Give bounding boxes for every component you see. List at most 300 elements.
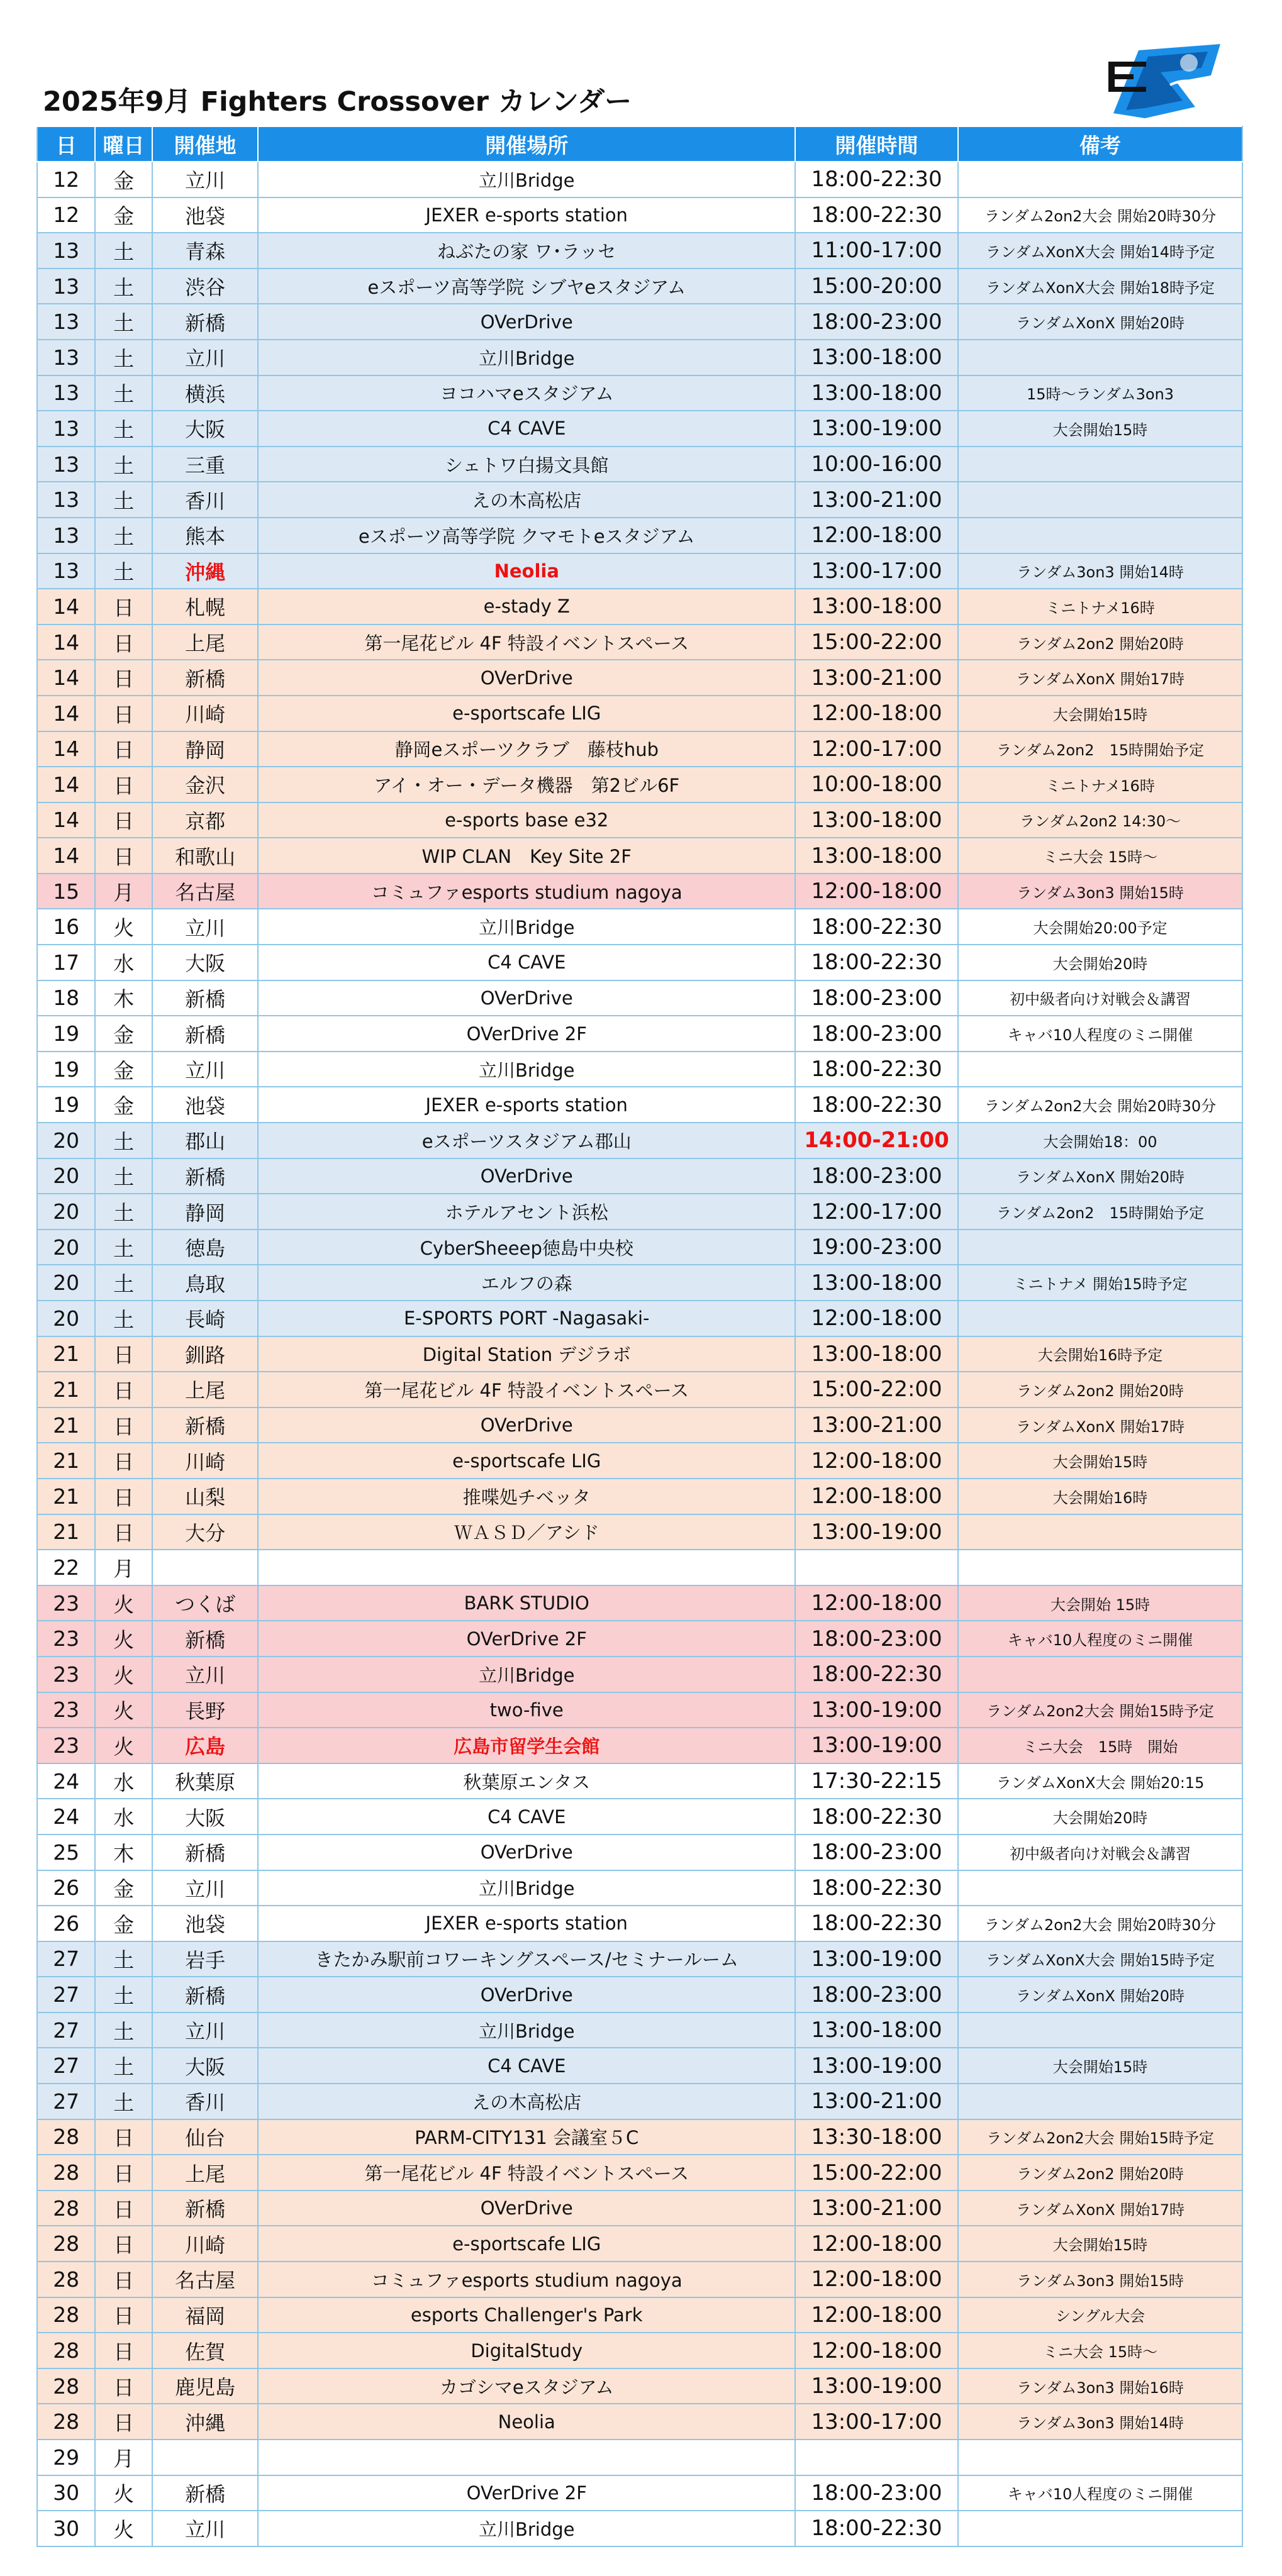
cell-day: 28: [37, 2155, 95, 2190]
cell-time: 13:00-19:00: [795, 2048, 958, 2084]
table-row: [37, 162, 1242, 197]
table-row: [37, 233, 1242, 269]
cell-weekday: 月: [95, 1550, 152, 1585]
cell-note: シングル大会: [958, 2297, 1242, 2333]
cell-venue: 第一尾花ビル 4F 特設イベントスペース: [258, 2155, 795, 2190]
cell-venue: ねぶたの家 ワ･ラッセ: [258, 233, 795, 269]
cell-weekday: 火: [95, 1657, 152, 1692]
cell-venue: OVerDrive: [258, 660, 795, 696]
cell-weekday: 火: [95, 909, 152, 945]
table-row: [37, 2404, 1242, 2440]
cell-city: 川崎: [152, 2226, 259, 2262]
table-row: [37, 304, 1242, 340]
cell-venue: JEXER e-sports station: [258, 1087, 795, 1123]
cell-time: 10:00-18:00: [795, 767, 958, 802]
cell-city: 岩手: [152, 1941, 259, 1977]
cell-city: 池袋: [152, 1087, 259, 1123]
cell-note: ミニトナメ16時: [958, 767, 1242, 802]
cell-venue: E-SPORTS PORT -Nagasaki-: [258, 1301, 795, 1336]
cell-day: 30: [37, 2475, 95, 2511]
cell-city: 郡山: [152, 1123, 259, 1158]
cell-time: 13:00-18:00: [795, 2012, 958, 2048]
cell-weekday: 水: [95, 1763, 152, 1799]
cell-city: 釧路: [152, 1336, 259, 1372]
cell-city: 新橋: [152, 660, 259, 696]
cell-time: 13:00-18:00: [795, 375, 958, 411]
cell-venue: e-sportscafe LIG: [258, 2226, 795, 2262]
header-city: 開催地: [152, 126, 259, 162]
cell-time: 13:30-18:00: [795, 2119, 958, 2155]
table-row: [37, 1194, 1242, 1230]
cell-note: [958, 162, 1242, 197]
cell-venue: ホテルアセント浜松: [258, 1194, 795, 1230]
table-row: [37, 518, 1242, 553]
cell-city: 新橋: [152, 2475, 259, 2511]
cell-time: 17:30-22:15: [795, 1763, 958, 1799]
cell-weekday: 日: [95, 2190, 152, 2226]
cell-note: ランダムXonX 開始20時: [958, 304, 1242, 340]
table-row: [37, 1799, 1242, 1835]
cell-weekday: 日: [95, 767, 152, 802]
table-row: [37, 767, 1242, 802]
cell-weekday: 日: [95, 2262, 152, 2297]
cell-city: 長野: [152, 1692, 259, 1728]
cell-city: 上尾: [152, 625, 259, 660]
cell-time: 12:00-18:00: [795, 2262, 958, 2297]
cell-weekday: 金: [95, 162, 152, 197]
cell-day: 14: [37, 767, 95, 802]
table-row: [37, 1977, 1242, 2012]
cell-weekday: 土: [95, 1230, 152, 1265]
table-row: [37, 2190, 1242, 2226]
cell-weekday: 日: [95, 660, 152, 696]
cell-note: ランダム3on3 開始16時: [958, 2368, 1242, 2404]
cell-venue: OVerDrive: [258, 304, 795, 340]
cell-venue: JEXER e-sports station: [258, 1906, 795, 1941]
cell-note: [958, 1657, 1242, 1692]
cell-city: 香川: [152, 482, 259, 518]
cell-day: 28: [37, 2368, 95, 2404]
cell-city: 上尾: [152, 2155, 259, 2190]
cell-time: 12:00-18:00: [795, 1585, 958, 1621]
cell-city: 静岡: [152, 1194, 259, 1230]
cell-venue: 立川Bridge: [258, 909, 795, 945]
cell-city: 和歌山: [152, 838, 259, 874]
cell-note: 大会開始15時: [958, 2048, 1242, 2084]
cell-note: ランダム2on2大会 開始15時予定: [958, 1692, 1242, 1728]
cell-weekday: 土: [95, 375, 152, 411]
table-row: [37, 2119, 1242, 2155]
cell-day: 20: [37, 1301, 95, 1336]
cell-weekday: 土: [95, 482, 152, 518]
cell-time: 18:00-22:30: [795, 1870, 958, 1906]
table-row: [37, 731, 1242, 767]
cell-time: 13:00-17:00: [795, 553, 958, 589]
cell-city: 渋谷: [152, 269, 259, 304]
cell-day: 26: [37, 1870, 95, 1906]
cell-venue: OVerDrive: [258, 1977, 795, 2012]
cell-note: ミニトナメ 開始15時予定: [958, 1265, 1242, 1301]
cell-weekday: 日: [95, 2155, 152, 2190]
cell-city: 徳島: [152, 1230, 259, 1265]
cell-venue: 第一尾花ビル 4F 特設イベントスペース: [258, 625, 795, 660]
cell-note: [958, 447, 1242, 482]
page-title: 2025年9月 Fighters Crossover カレンダー: [43, 86, 632, 118]
cell-venue: 立川Bridge: [258, 2012, 795, 2048]
cell-weekday: 土: [95, 1941, 152, 1977]
cell-venue: OVerDrive 2F: [258, 1016, 795, 1052]
cell-weekday: 土: [95, 2048, 152, 2084]
cell-day: 29: [37, 2440, 95, 2475]
table-row: [37, 1835, 1242, 1870]
cell-day: 19: [37, 1052, 95, 1087]
cell-venue: 立川Bridge: [258, 1657, 795, 1692]
cell-note: 大会開始15時: [958, 411, 1242, 447]
cell-time: 13:00-21:00: [795, 2190, 958, 2226]
cell-venue: JEXER e-sports station: [258, 197, 795, 233]
cell-note: ランダム3on3 開始15時: [958, 874, 1242, 909]
cell-day: 28: [37, 2262, 95, 2297]
cell-weekday: 木: [95, 1835, 152, 1870]
cell-weekday: 金: [95, 1087, 152, 1123]
table-row: [37, 1763, 1242, 1799]
cell-city: 長崎: [152, 1301, 259, 1336]
cell-venue: e-sportscafe LIG: [258, 696, 795, 731]
cell-city: 青森: [152, 233, 259, 269]
cell-venue: OVerDrive: [258, 980, 795, 1016]
cell-city: 立川: [152, 1870, 259, 1906]
cell-note: ランダム2on2 開始20時: [958, 1372, 1242, 1407]
cell-day: 20: [37, 1158, 95, 1194]
cell-note: キャバ10人程度のミニ開催: [958, 1621, 1242, 1657]
cell-time: 12:00-18:00: [795, 2333, 958, 2368]
cell-weekday: 土: [95, 340, 152, 375]
cell-weekday: 土: [95, 1977, 152, 2012]
cell-day: 13: [37, 233, 95, 269]
cell-city: 立川: [152, 340, 259, 375]
table-row: [37, 1550, 1242, 1585]
cell-weekday: 土: [95, 411, 152, 447]
cell-time: 13:00-18:00: [795, 340, 958, 375]
cell-note: 初中級者向け対戦会＆講習: [958, 1835, 1242, 1870]
cell-weekday: 日: [95, 731, 152, 767]
cell-time: 13:00-18:00: [795, 1336, 958, 1372]
table-row: [37, 2297, 1242, 2333]
cell-note: [958, 1514, 1242, 1550]
cell-note: 大会開始15時: [958, 2226, 1242, 2262]
cell-note: ランダムXonX 開始17時: [958, 2190, 1242, 2226]
cell-note: キャバ10人程度のミニ開催: [958, 2475, 1242, 2511]
table-row: [37, 1230, 1242, 1265]
cell-note: 大会開始20時: [958, 945, 1242, 980]
table-row: [37, 802, 1242, 838]
cell-note: ランダムXonX大会 開始14時予定: [958, 233, 1242, 269]
cell-day: 27: [37, 2048, 95, 2084]
cell-weekday: 土: [95, 269, 152, 304]
cell-city: 新橋: [152, 1407, 259, 1443]
cell-city: 川崎: [152, 1443, 259, 1479]
cell-time: 18:00-22:30: [795, 162, 958, 197]
cell-time: 13:00-18:00: [795, 1265, 958, 1301]
cell-city: 大阪: [152, 945, 259, 980]
cell-note: ランダム2on2 開始20時: [958, 2155, 1242, 2190]
cell-day: 16: [37, 909, 95, 945]
cell-note: ランダム2on2大会 開始20時30分: [958, 197, 1242, 233]
cell-time: 12:00-18:00: [795, 1443, 958, 1479]
cell-venue: OVerDrive: [258, 1835, 795, 1870]
cell-note: ランダムXonX大会 開始18時予定: [958, 269, 1242, 304]
cell-time: 13:00-19:00: [795, 411, 958, 447]
cell-venue: えの木高松店: [258, 2084, 795, 2119]
cell-note: ランダムXonX 開始20時: [958, 1977, 1242, 2012]
table-row: [37, 1514, 1242, 1550]
cell-time: 12:00-17:00: [795, 731, 958, 767]
table-row: [37, 2226, 1242, 2262]
cell-weekday: 土: [95, 233, 152, 269]
cell-venue: Digital Station デジラボ: [258, 1336, 795, 1372]
cell-day: 14: [37, 660, 95, 696]
cell-venue: [258, 2440, 795, 2475]
cell-note: 大会開始16時: [958, 1479, 1242, 1514]
cell-venue: PARM-CITY131 会議室５C: [258, 2119, 795, 2155]
cell-weekday: 火: [95, 2475, 152, 2511]
cell-day: 25: [37, 1835, 95, 1870]
cell-time: 13:00-21:00: [795, 1407, 958, 1443]
cell-time: 13:00-21:00: [795, 2084, 958, 2119]
cell-venue: 静岡eスポーツクラブ 藤枝hub: [258, 731, 795, 767]
cell-city: 大分: [152, 1514, 259, 1550]
cell-note: [958, 1870, 1242, 1906]
cell-weekday: 水: [95, 1799, 152, 1835]
cell-time: 13:00-19:00: [795, 1941, 958, 1977]
table-row: [37, 1052, 1242, 1087]
cell-day: 14: [37, 731, 95, 767]
table-row: [37, 2084, 1242, 2119]
cell-city: 香川: [152, 2084, 259, 2119]
cell-day: 20: [37, 1265, 95, 1301]
logo-graphic: [1101, 38, 1227, 123]
cell-day: 13: [37, 304, 95, 340]
cell-weekday: 日: [95, 2368, 152, 2404]
cell-weekday: 日: [95, 2119, 152, 2155]
cell-venue: 立川Bridge: [258, 162, 795, 197]
cell-note: ランダム2on2 14:30～: [958, 802, 1242, 838]
table-row: [37, 1158, 1242, 1194]
cell-time: 13:00-18:00: [795, 838, 958, 874]
cell-weekday: 日: [95, 625, 152, 660]
cell-time: 18:00-23:00: [795, 1621, 958, 1657]
table-row: [37, 1479, 1242, 1514]
cell-venue: 第一尾花ビル 4F 特設イベントスペース: [258, 1372, 795, 1407]
table-row: [37, 1621, 1242, 1657]
cell-time: 15:00-22:00: [795, 1372, 958, 1407]
cell-city: 福岡: [152, 2297, 259, 2333]
cell-venue: C4 CAVE: [258, 945, 795, 980]
cell-day: 28: [37, 2226, 95, 2262]
table-row: [37, 1585, 1242, 1621]
cell-venue: eスポーツスタジアム郡山: [258, 1123, 795, 1158]
cell-note: ランダムXonX大会 開始20:15: [958, 1763, 1242, 1799]
table-row: [37, 2262, 1242, 2297]
cell-weekday: 金: [95, 1870, 152, 1906]
cell-time: 15:00-22:00: [795, 2155, 958, 2190]
cell-day: 21: [37, 1336, 95, 1372]
cell-weekday: 土: [95, 2084, 152, 2119]
cell-city: つくば: [152, 1585, 259, 1621]
cell-note: ランダム2on2 15時開始予定: [958, 731, 1242, 767]
cell-day: 27: [37, 2012, 95, 2048]
cell-note: [958, 1230, 1242, 1265]
cell-city: 新橋: [152, 1158, 259, 1194]
cell-day: 19: [37, 1087, 95, 1123]
cell-time: 18:00-22:30: [795, 1799, 958, 1835]
table-row: [37, 2475, 1242, 2511]
cell-day: 30: [37, 2511, 95, 2546]
cell-venue: ＷＡＳＤ／アシド: [258, 1514, 795, 1550]
cell-weekday: 木: [95, 980, 152, 1016]
table-row: [37, 945, 1242, 980]
table-row: [37, 625, 1242, 660]
table-row: [37, 1301, 1242, 1336]
cell-day: 24: [37, 1763, 95, 1799]
cell-note: ランダム3on3 開始14時: [958, 2404, 1242, 2440]
cell-day: 23: [37, 1692, 95, 1728]
cell-day: 28: [37, 2190, 95, 2226]
table-row: [37, 2368, 1242, 2404]
cell-city: 大阪: [152, 411, 259, 447]
cell-day: 14: [37, 625, 95, 660]
cell-day: 23: [37, 1585, 95, 1621]
cell-day: 28: [37, 2297, 95, 2333]
table-row: [37, 909, 1242, 945]
header-time: 開催時間: [795, 126, 958, 162]
table-row: [37, 1941, 1242, 1977]
cell-weekday: 土: [95, 304, 152, 340]
cell-venue: ヨコハマeスタジアム: [258, 375, 795, 411]
cell-note: キャバ10人程度のミニ開催: [958, 1016, 1242, 1052]
cell-time: 14:00-21:00: [795, 1123, 958, 1158]
table-row: [37, 1336, 1242, 1372]
cell-city: 熊本: [152, 518, 259, 553]
table-row: [37, 1870, 1242, 1906]
cell-venue: 推喋処チベッタ: [258, 1479, 795, 1514]
cell-weekday: 日: [95, 1443, 152, 1479]
cell-city: 名古屋: [152, 874, 259, 909]
cell-note: 15時～ランダム3on3: [958, 375, 1242, 411]
cell-day: 21: [37, 1443, 95, 1479]
cell-city: 新橋: [152, 1835, 259, 1870]
cell-time: 13:00-21:00: [795, 660, 958, 696]
table-row: [37, 2048, 1242, 2084]
cell-time: 18:00-22:30: [795, 1906, 958, 1941]
cell-weekday: 日: [95, 1407, 152, 1443]
cell-day: 24: [37, 1799, 95, 1835]
cell-time: 18:00-22:30: [795, 1052, 958, 1087]
cell-venue: [258, 1550, 795, 1585]
cell-day: 13: [37, 340, 95, 375]
table-row: [37, 1372, 1242, 1407]
cell-time: 18:00-23:00: [795, 2475, 958, 2511]
table-row: [37, 2333, 1242, 2368]
cell-time: 12:00-18:00: [795, 1479, 958, 1514]
table-row: [37, 447, 1242, 482]
cell-weekday: 土: [95, 1123, 152, 1158]
table-row: [37, 660, 1242, 696]
cell-venue: CyberSheeep徳島中央校: [258, 1230, 795, 1265]
cell-weekday: 日: [95, 696, 152, 731]
cell-venue: eスポーツ高等学院 クマモトeスタジアム: [258, 518, 795, 553]
cell-city: 立川: [152, 2012, 259, 2048]
cell-day: 20: [37, 1194, 95, 1230]
cell-note: ランダム3on3 開始14時: [958, 553, 1242, 589]
cell-time: 12:00-18:00: [795, 2226, 958, 2262]
table-row: [37, 2440, 1242, 2475]
cell-note: 初中級者向け対戦会＆講習: [958, 980, 1242, 1016]
cell-note: [958, 1550, 1242, 1585]
cell-time: 13:00-17:00: [795, 2404, 958, 2440]
table-row: [37, 1443, 1242, 1479]
cell-city: 新橋: [152, 304, 259, 340]
cell-day: 27: [37, 1977, 95, 2012]
cell-city: 札幌: [152, 589, 259, 625]
cell-note: [958, 2012, 1242, 2048]
cell-day: 23: [37, 1728, 95, 1763]
table-header-row: [37, 126, 1242, 162]
cell-time: 18:00-22:30: [795, 945, 958, 980]
cell-city: 大阪: [152, 2048, 259, 2084]
cell-venue: アイ・オー・データ機器 第2ビル6F: [258, 767, 795, 802]
cell-time: 13:00-18:00: [795, 802, 958, 838]
cell-city: 川崎: [152, 696, 259, 731]
cell-note: 大会開始16時予定: [958, 1336, 1242, 1372]
cell-weekday: 日: [95, 1514, 152, 1550]
cell-venue: 立川Bridge: [258, 1052, 795, 1087]
cell-weekday: 月: [95, 2440, 152, 2475]
cell-weekday: 土: [95, 1301, 152, 1336]
cell-day: 13: [37, 447, 95, 482]
cell-day: 21: [37, 1514, 95, 1550]
cell-city: 沖縄: [152, 553, 259, 589]
table-row: [37, 696, 1242, 731]
cell-weekday: 火: [95, 1621, 152, 1657]
table-row: [37, 197, 1242, 233]
cell-city: 新橋: [152, 1016, 259, 1052]
cell-time: 13:00-19:00: [795, 1514, 958, 1550]
cell-city: 立川: [152, 1657, 259, 1692]
cell-note: ランダム2on2 15時開始予定: [958, 1194, 1242, 1230]
cell-venue: eスポーツ高等学院 シブヤeスタジアム: [258, 269, 795, 304]
cell-venue: 立川Bridge: [258, 340, 795, 375]
cell-weekday: 土: [95, 518, 152, 553]
cell-note: [958, 2511, 1242, 2546]
cell-day: 12: [37, 197, 95, 233]
cell-time: 19:00-23:00: [795, 1230, 958, 1265]
cell-city: 新橋: [152, 1977, 259, 2012]
cell-day: 28: [37, 2119, 95, 2155]
cell-time: 18:00-22:30: [795, 2511, 958, 2546]
cell-weekday: 日: [95, 1372, 152, 1407]
cell-city: 佐賀: [152, 2333, 259, 2368]
cell-venue: 秋葉原エンタス: [258, 1763, 795, 1799]
table-row: [37, 1728, 1242, 1763]
cell-day: 12: [37, 162, 95, 197]
header-day: 日: [37, 126, 95, 162]
cell-day: 13: [37, 482, 95, 518]
cell-note: 大会開始20:00予定: [958, 909, 1242, 945]
cell-weekday: 金: [95, 1052, 152, 1087]
cell-day: 28: [37, 2404, 95, 2440]
cell-venue: 立川Bridge: [258, 1870, 795, 1906]
